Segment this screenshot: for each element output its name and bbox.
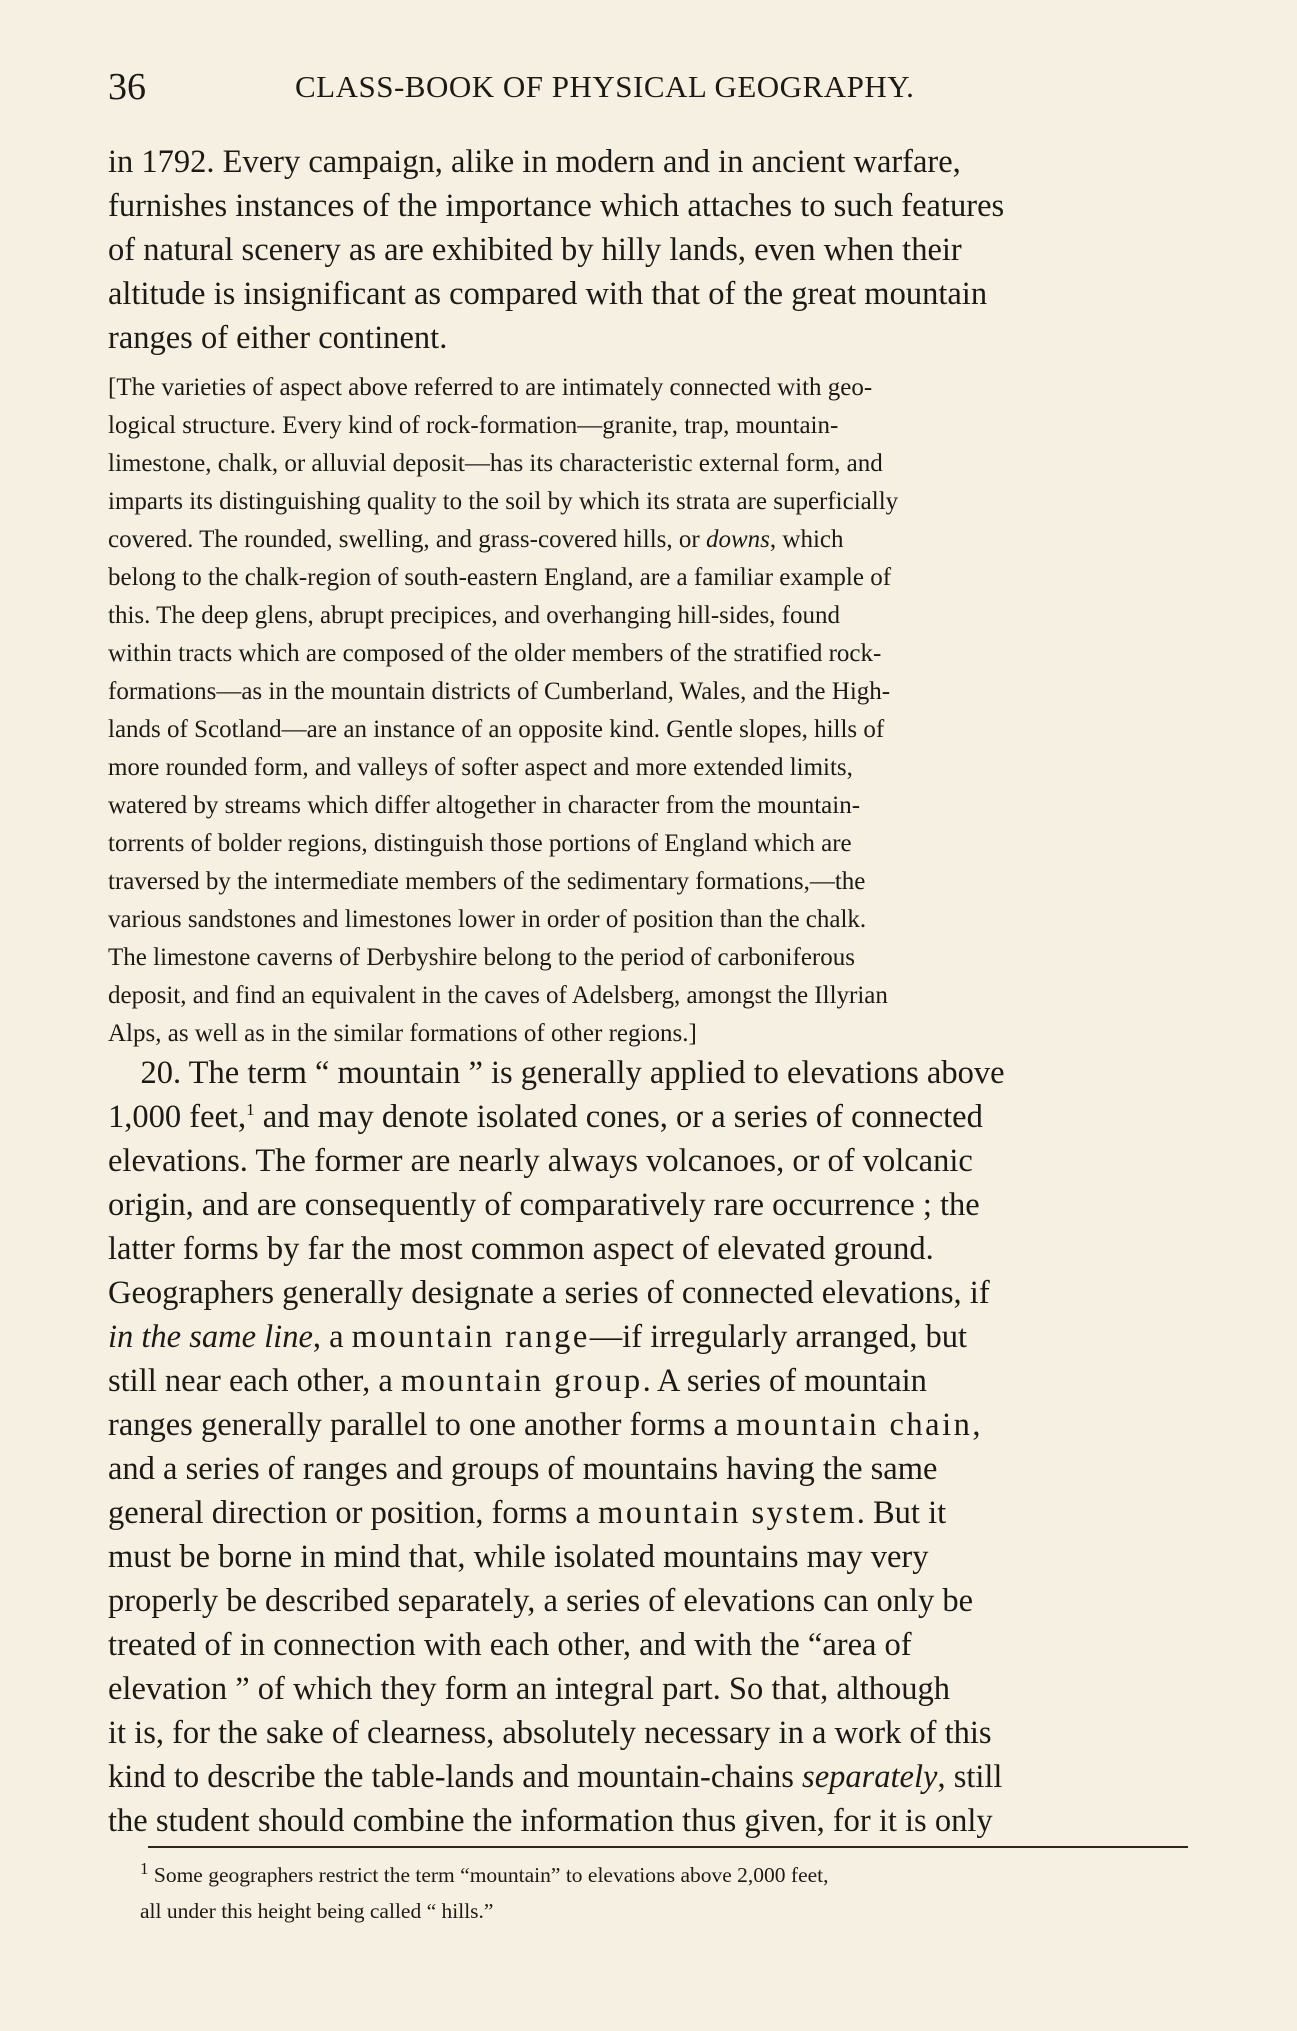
text-line: and a series of ranges and groups of mountains having the same	[108, 1451, 938, 1487]
section-20-paragraph	[108, 1051, 1183, 1843]
page-number: 36	[108, 66, 146, 108]
section-text: 1,000 feet,	[108, 1099, 247, 1135]
footnote-marker: 1	[140, 1858, 149, 1878]
section-text: general direction or position, forms a	[108, 1495, 599, 1531]
section-text: . But it	[856, 1495, 947, 1531]
note-line: limestone, chalk, or alluvial deposit—has its characteristic external form, and	[108, 450, 883, 477]
text-line	[108, 1491, 1183, 1535]
footnote	[140, 1857, 1190, 1929]
text-line	[108, 1359, 1183, 1403]
note-line: various sandstones and limestones lower in order of position than the chalk.	[108, 906, 867, 933]
section-text: The term “ mountain ” is generally applied to elevations above	[188, 1055, 1005, 1091]
note-text: covered. The rounded, swelling, and grass-covered hills, or	[108, 526, 706, 553]
text-line	[108, 1315, 1183, 1359]
text-line: furnishes instances of the importance which attaches to such features	[108, 188, 1005, 224]
note-line: [The varieties of aspect above referred to are intimately connected with geo-	[108, 374, 873, 401]
section-text: and may denote isolated cones, or a series of connected	[254, 1099, 983, 1135]
note-line: formations—as in the mountain districts of Cumberland, Wales, and the High-	[108, 678, 891, 705]
note-text: , which	[769, 526, 844, 553]
note-line: lands of Scotland—are an instance of an opposite kind. Gentle slopes, hills of	[108, 716, 885, 743]
section-text: kind to describe the table-lands and mountain-chains	[108, 1759, 803, 1795]
section-text: , a	[312, 1319, 352, 1355]
note-line: logical structure. Every kind of rock-formation—granite, trap, mountain-	[108, 412, 839, 439]
note-line: watered by streams which differ altogether in character from the mountain-	[108, 792, 861, 819]
section-text: —if irregularly arranged, but	[589, 1319, 967, 1355]
term-mountain-system: mountain system	[598, 1495, 857, 1531]
note-line: this. The deep glens, abrupt precipices, and overhanging hill-sides, found	[108, 602, 840, 629]
term-mountain-group: mountain group	[400, 1363, 643, 1399]
footnote-text: Some geographers restrict the term “mountain” to elevations above 2,000 feet,	[153, 1863, 829, 1887]
running-head: CLASS-BOOK OF PHYSICAL GEOGRAPHY.	[295, 69, 915, 104]
text-line: elevation ” of which they form an integral part. So that, although	[108, 1671, 951, 1707]
note-line: traversed by the intermediate members of the sedimentary formations,—the	[108, 868, 866, 895]
text-line: Geographers generally designate a series of connected elevations, if	[108, 1275, 990, 1311]
section-text: ranges generally parallel to one another forms a	[108, 1407, 737, 1443]
footnote-reference: 1	[246, 1100, 255, 1120]
text-line: elevations. The former are nearly always volcanoes, or of volcanic	[108, 1143, 973, 1179]
text-line: the student should combine the information thus given, for it is only	[108, 1803, 993, 1839]
italic-phrase: in the same line	[108, 1319, 313, 1355]
note-line: belong to the chalk-region of south-eastern England, are a familiar example of	[108, 564, 892, 591]
italic-term-separately: separately	[802, 1759, 938, 1795]
text-line: latter forms by far the most common aspect of elevated ground.	[108, 1231, 934, 1267]
note-line: within tracts which are composed of the older members of the stratified rock-	[108, 640, 882, 667]
note-line: more rounded form, and valleys of softer aspect and more extended limits,	[108, 754, 853, 781]
text-line	[108, 1051, 1183, 1095]
text-line: ranges of either continent.	[108, 320, 448, 356]
text-line: properly be described separately, a series of elevations can only be	[108, 1583, 974, 1619]
note-line	[108, 521, 1183, 559]
text-line	[108, 1403, 1183, 1447]
note-line: Alps, as well as in the similar formations of other regions.]	[108, 1020, 697, 1047]
text-line: of natural scenery as are exhibited by hilly lands, even when their	[108, 232, 962, 268]
note-paragraph	[108, 369, 1183, 1053]
text-line: altitude is insignificant as compared with that of the great mountain	[108, 276, 988, 312]
section-number: 20.	[140, 1055, 182, 1091]
note-line: deposit, and find an equivalent in the caves of Adelsberg, amongst the Illyrian	[108, 982, 888, 1009]
term-mountain-range: mountain range	[351, 1319, 590, 1355]
text-line: origin, and are consequently of comparatively rare occurrence ; the	[108, 1187, 980, 1223]
text-line	[108, 1755, 1183, 1799]
text-line	[108, 1095, 1183, 1139]
section-text: ,	[972, 1407, 981, 1443]
term-mountain-chain: mountain chain	[736, 1407, 973, 1443]
note-line: imparts its distinguishing quality to the soil by which its strata are superficially	[108, 488, 899, 515]
note-line: The limestone caverns of Derbyshire belong to the period of carboniferous	[108, 944, 855, 971]
text-line: in 1792. Every campaign, alike in modern and in ancient warfare,	[108, 144, 961, 180]
text-line: treated of in connection with each other, and with the “area of	[108, 1627, 912, 1663]
italic-term-downs: downs	[705, 526, 770, 553]
footnote-divider	[148, 1846, 1188, 1848]
text-line: must be borne in mind that, while isolated mountains may very	[108, 1539, 929, 1575]
footnote-line	[140, 1857, 1190, 1893]
footnote-line: all under this height being called “ hills.”	[140, 1899, 494, 1923]
page-header	[108, 62, 1188, 112]
note-line: torrents of bolder regions, distinguish those portions of England which are	[108, 830, 852, 857]
text-line: it is, for the sake of clearness, absolutely necessary in a work of this	[108, 1715, 992, 1751]
intro-paragraph	[108, 140, 1183, 360]
section-text: . A series of mountain	[642, 1363, 927, 1399]
section-text: , still	[937, 1759, 1003, 1795]
section-text: still near each other, a	[108, 1363, 401, 1399]
